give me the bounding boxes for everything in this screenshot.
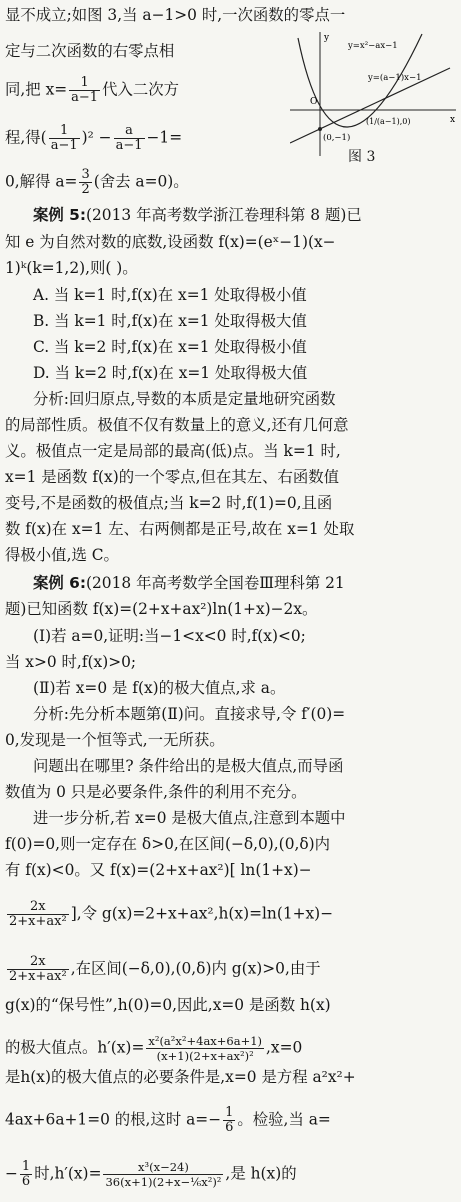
parabola-label: y=x²−ax−1 — [348, 41, 398, 51]
text-line: g(x)的“保号性”,h(0)=0,因此,x=0 是函数 h(x) — [5, 996, 331, 1014]
text-line: 题)已知函数 f(x)=(2+x+ax²)ln(1+x)−2x。 — [5, 600, 318, 618]
option-c: C. 当 k=2 时,f(x)在 x=1 处取得极小值 — [33, 338, 307, 356]
fraction — [20, 1160, 32, 1189]
numerator: 1 — [49, 124, 80, 139]
text-line: 定与二次函数的右零点相 — [5, 42, 175, 60]
point-0-neg1 — [318, 127, 322, 131]
text-line — [33, 574, 456, 592]
text-span: ,在区间(−δ,0),(0,δ)内 g(x)>0,由于 — [70, 959, 321, 978]
origin-label: O — [310, 97, 318, 107]
text-span: (舍去 a=0)。 — [93, 172, 189, 191]
text-span: 程,得( — [5, 128, 47, 147]
numerator: 2x — [7, 955, 69, 970]
denominator: 2+x+ax² — [9, 914, 67, 929]
text-line: f(0)=0,则一定存在 δ>0,在区间(−δ,0),(0,δ)内 — [5, 835, 331, 853]
zero-point-label: (1/(a−1),0) — [366, 117, 411, 126]
numerator: 3 — [81, 167, 90, 182]
fraction — [49, 124, 80, 153]
y-axis-label: y — [324, 33, 330, 43]
point-label: (0,−1) — [323, 133, 351, 143]
numerator: 1 — [69, 76, 100, 91]
numerator: a — [114, 124, 145, 139]
text-line: 义。极值点一定是局部的最高(低)点。当 k=1 时, — [5, 442, 341, 460]
text-span: 0,解得 a= — [5, 172, 78, 191]
function-graph-figure — [290, 28, 458, 158]
text-line — [5, 1034, 456, 1063]
text-line: 有 f(x)<0。又 f(x)=(2+x+ax²)[ ln(1+x)− — [5, 861, 312, 879]
text-line — [5, 1160, 456, 1189]
text-span: 代入二次方 — [102, 80, 180, 99]
x-axis-label: x — [450, 115, 456, 125]
text-line: 当 x>0 时,f(x)>0; — [5, 653, 137, 671]
text-span: −1= — [146, 128, 183, 147]
denominator: 2 — [81, 182, 90, 197]
numerator: x³(x−24) — [103, 1160, 223, 1175]
text-span: ],令 g(x)=2+x+ax²,h(x)=ln(1+x)− — [70, 904, 334, 923]
text-span: )² − — [81, 128, 112, 147]
text-line: 知 e 为自然对数的底数,设函数 f(x)=(eˣ−1)(x− — [5, 233, 336, 251]
text-line: 1)ᵏ(k=1,2),则( )。 — [5, 259, 138, 277]
denominator: a−1 — [71, 90, 99, 105]
text-span: − — [5, 1164, 18, 1183]
text-line: 分析:回归原点,导数的本质是定量地研究函数 — [33, 390, 336, 408]
numerator: 1 — [225, 1105, 234, 1120]
fraction — [146, 1034, 264, 1063]
denominator: a−1 — [50, 138, 78, 153]
text-line: 数 f(x)在 x=1 左、右两侧都是正号,故在 x=1 处取 — [5, 520, 355, 538]
text-line — [5, 168, 456, 197]
fraction — [69, 76, 100, 105]
fraction — [103, 1160, 223, 1189]
text-line: 数值为 0 只是必要条件,条件的利用不充分。 — [5, 783, 307, 801]
fraction — [7, 900, 69, 929]
denominator: (x+1)(2+x+ax²)² — [156, 1049, 254, 1063]
fraction — [114, 124, 145, 153]
case-heading: 案例 6: — [33, 574, 87, 592]
text-line — [5, 1106, 456, 1135]
text-line: 的局部性质。极值不仅有数量上的意义,还有几何意 — [5, 416, 349, 434]
denominator: 36(x+1)(2+x−⅙x²)² — [105, 1175, 222, 1189]
figure-caption: 图 3 — [348, 149, 376, 165]
numerator: 1 — [21, 1159, 31, 1174]
denominator: 2+x+ax² — [9, 969, 67, 984]
text-line: 0,发现是一个恒等式,一无所获。 — [5, 731, 225, 749]
text-line: 得极小值,选 C。 — [5, 546, 119, 564]
text-line: 变号,不是函数的极值点;当 k=2 时,f(1)=0,且函 — [5, 494, 333, 512]
text-line: (Ⅱ)若 x=0 是 f(x)的极大值点,求 a。 — [33, 679, 286, 697]
text-span: (2013 年高考数学浙江卷理科第 8 题)已 — [86, 206, 362, 224]
text-span: 。检验,当 a= — [237, 1110, 331, 1129]
numerator: x²(a²x²+4ax+6a+1) — [148, 1034, 263, 1048]
case-heading: 案例 5: — [33, 206, 87, 224]
text-line: 显不成立;如图 3,当 a−1>0 时,一次函数的零点一 — [5, 6, 346, 24]
option-d: D. 当 k=2 时,f(x)在 x=1 处取得极大值 — [33, 364, 308, 382]
text-line: (Ⅰ)若 a=0,证明:当−1<x<0 时,f(x)<0; — [33, 627, 306, 645]
text-line — [33, 206, 456, 224]
fraction — [7, 955, 69, 984]
text-span: ,是 h(x)的 — [225, 1164, 297, 1183]
text-span: (2018 年高考数学全国卷Ⅲ理科第 21 — [86, 574, 345, 592]
text-line — [5, 900, 456, 929]
text-line: 分析:先分析本题第(Ⅱ)问。直接求导,令 f′(0)= — [33, 705, 346, 723]
denominator: 6 — [225, 1120, 234, 1135]
denominator: a−1 — [115, 138, 143, 153]
text-line: 进一步分析,若 x=0 是极大值点,注意到本题中 — [33, 809, 346, 827]
text-span: 时,h′(x)= — [34, 1164, 102, 1183]
option-b: B. 当 k=1 时,f(x)在 x=1 处取得极大值 — [33, 312, 307, 330]
text-line: 是h(x)的极大值点的必要条件是,x=0 是方程 a²x²+ — [5, 1068, 356, 1086]
text-line — [5, 955, 456, 984]
text-span: ,x=0 — [266, 1038, 303, 1057]
fraction — [223, 1106, 235, 1135]
line-label: y=(a−1)x−1 — [368, 73, 422, 83]
fraction — [79, 168, 91, 197]
text-line: 问题出在哪里? 条件给出的是极大值点,而导函 — [33, 757, 344, 775]
text-span: 4ax+6a+1=0 的根,这时 a=− — [5, 1110, 222, 1129]
option-a: A. 当 k=1 时,f(x)在 x=1 处取得极小值 — [33, 286, 307, 304]
numerator: 2x — [7, 900, 69, 915]
text-span: 同,把 x= — [5, 80, 68, 99]
text-span: 的极大值点。h′(x)= — [5, 1038, 145, 1057]
text-line: x=1 是函数 f(x)的一个零点,但在其左、右函数值 — [5, 468, 340, 486]
denominator: 6 — [21, 1174, 31, 1189]
